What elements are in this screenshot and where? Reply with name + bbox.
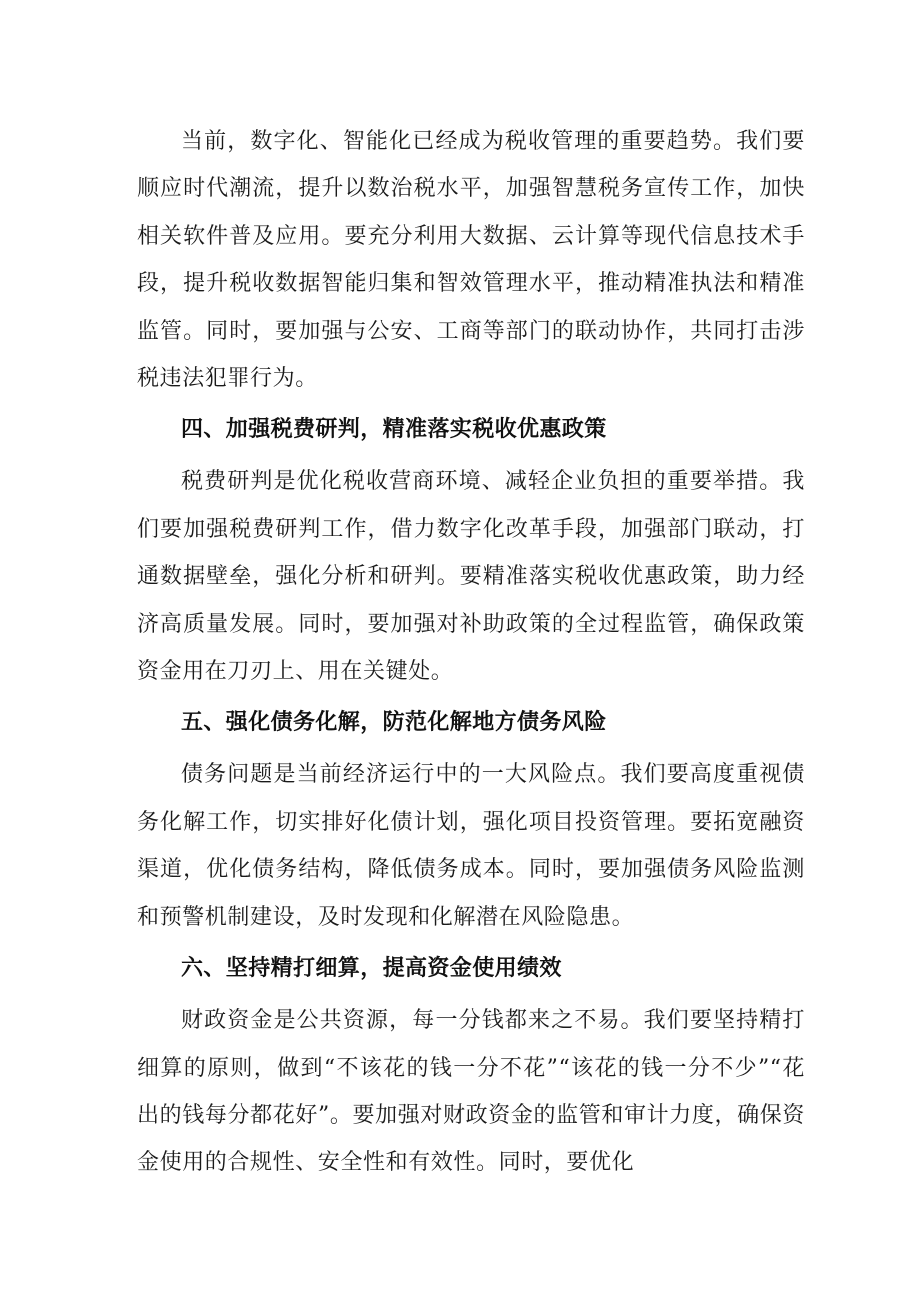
paragraph-debt-resolution: 债务问题是当前经济运行中的一大风险点。我们要高度重视债务化解工作，切实排好化债计划，强化项目投资管理。要拓宽融资渠道，优化债务结构，降低债务成本。同时，要加强债务风险监测和预警机制建设，及时发现和化解潜在风险隐患。 [137,762,805,930]
paragraph-digital-tax: 当前，数字化、智能化已经成为税收管理的重要趋势。我们要顺应时代潮流，提升以数治税水平，加强智慧税务宣传工作，加快相关软件普及应用。要充分利用大数据、云计算等现代信息技术手段，提升税收数据智能归集和智效管理水平，推动精准执法和精准监管。同时，要加强与公安、工商等部门的联动协作，共同打击涉税违法犯罪行为。 [137,129,805,392]
heading-section-5: 五、强化债务化解，防范化解地方债务风险 [181,710,607,736]
document-body [137,118,805,1187]
heading-section-4: 四、加强税费研判，精准落实税收优惠政策 [181,417,607,443]
paragraph-tax-analysis: 税费研判是优化税收营商环境、减轻企业负担的重要举措。我们要加强税费研判工作，借力数字化改革手段，加强部门联动，打通数据壁垒，强化分析和研判。要精准落实税收优惠政策，助力经济高质量发展。同时，要加强对补助政策的全过程监管，确保政策资金用在刀刃上、用在关键处。 [137,469,805,685]
heading-section-6: 六、坚持精打细算，提高资金使用绩效 [181,956,562,982]
paragraph-fund-efficiency: 财政资金是公共资源，每一分钱都来之不易。我们要坚持精打细算的原则，做到“不该花的钱一分不花”“该花的钱一分不少”“花出的钱每分都花好”。要加强对财政资金的监管和审计力度，确保资金使用的合规性、安全性和有效性。同时，要优化 [137,1008,805,1176]
